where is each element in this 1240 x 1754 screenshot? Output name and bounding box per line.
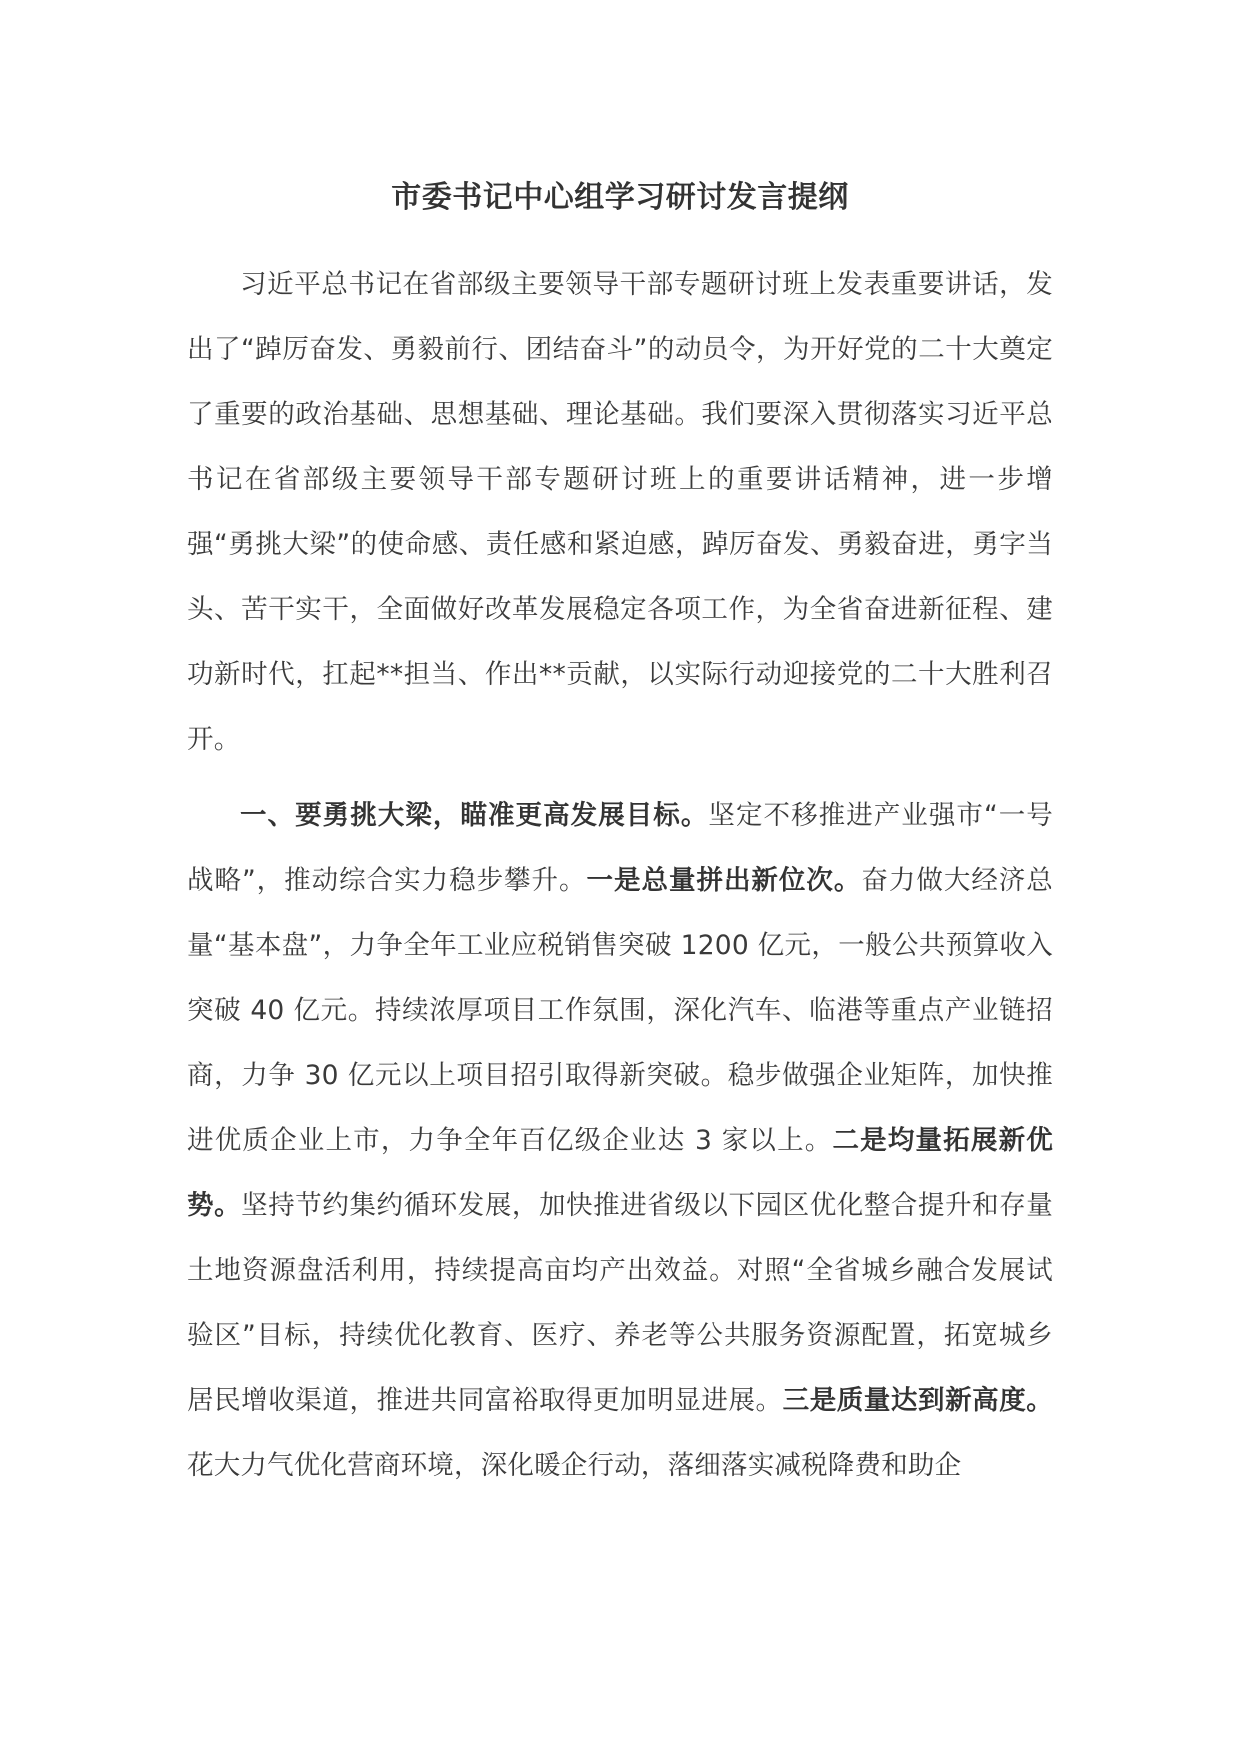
point-1-text: 奋力做大经济总量“基本盘”，力争全年工业应税销售突破 1200 亿元，一般公共预算收入突破 40 亿元。持续浓厚项目工作氛围，深化汽车、临港等重点产业链招商，力争 30 亿元以上项目招引取得新突破。稳步做强企业矩阵，加快推进优质企业上市，力争全年百亿级企业达 3 家以上。	[187, 865, 1053, 1156]
document-body	[187, 252, 1053, 1498]
point-2-text: 坚持节约集约循环发展，加快推进省级以下园区优化整合提升和存量土地资源盘活利用，持续提高亩均产出效益。对照“全省城乡融合发展试验区”目标，持续优化教育、医疗、养老等公共服务资源配置，拓宽城乡居民增收渠道，推进共同富裕取得更加明显进展。	[187, 1190, 1054, 1416]
intro-paragraph: 习近平总书记在省部级主要领导干部专题研讨班上发表重要讲话，发出了“踔厉奋发、勇毅前行、团结奋斗”的动员令，为开好党的二十大奠定了重要的政治基础、思想基础、理论基础。我们要深入贯彻落实习近平总书记在省部级主要领导干部专题研讨班上的重要讲话精神，进一步增强“勇挑大梁”的使命感、责任感和紧迫感，踔厉奋发、勇毅奋进，勇字当头、苦干实干，全面做好改革发展稳定各项工作，为全省奋进新征程、建功新时代，扛起**担当、作出**贡献，以实际行动迎接党的二十大胜利召开。	[187, 269, 1053, 755]
section-1-text: 坚定不移推进产业强市“一号战略”，推动综合实力稳步攀升。	[187, 800, 1053, 896]
section-1-heading: 一、要勇挑大梁，瞄准更高发展目标。	[240, 800, 709, 831]
point-3-text: 花大力气优化营商环境，深化暖企行动，落细落实减税降费和助企	[187, 1450, 962, 1481]
point-1-heading: 一是总量拼出新位次。	[586, 865, 862, 896]
point-3-heading: 三是质量达到新高度。	[782, 1385, 1054, 1416]
document-title: 市委书记中心组学习研讨发言提纲	[391, 180, 849, 215]
section-1-paragraph	[187, 783, 1053, 1498]
point-2-heading: 二是均量拓展新优势。	[187, 1125, 1053, 1221]
